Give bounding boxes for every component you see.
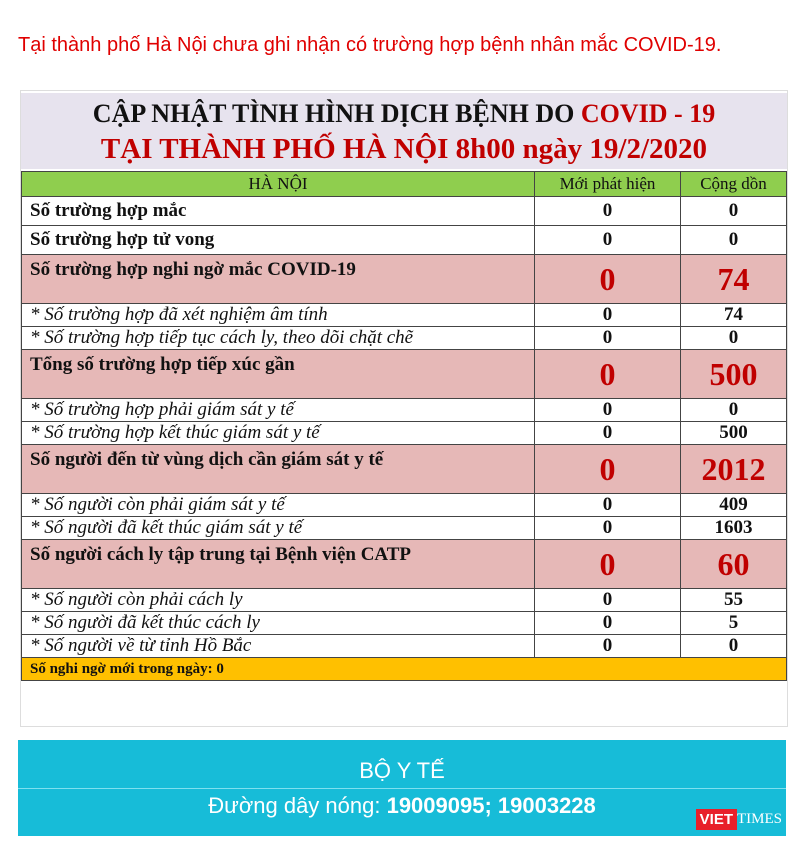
table-row (22, 635, 787, 658)
table-row (22, 589, 787, 612)
row-label: Số trường hợp mắc (22, 197, 535, 226)
row-new: 0 (535, 494, 681, 517)
row-new: 0 (535, 304, 681, 327)
row-new: 0 (535, 197, 681, 226)
row-label: * Số trường hợp phải giám sát y tế (22, 399, 535, 422)
table-row (22, 350, 787, 399)
table-row (22, 255, 787, 304)
logo-viet: VIET (696, 809, 737, 830)
row-label: * Số người đã kết thúc cách ly (22, 612, 535, 635)
logo-times: TIMES (737, 811, 782, 827)
row-label: Số người đến từ vùng dịch cần giám sát y tế (22, 445, 535, 494)
row-label: * Số trường hợp kết thúc giám sát y tế (22, 422, 535, 445)
footer-row (22, 658, 787, 681)
row-total: 0 (681, 197, 787, 226)
title-covid: COVID - 19 (580, 99, 716, 128)
row-total: 409 (681, 494, 787, 517)
header-hanoi: HÀ NỘI (22, 172, 535, 197)
row-total: 5 (681, 612, 787, 635)
row-label: * Số người về từ tỉnh Hồ Bắc (22, 635, 535, 658)
row-label: * Số trường hợp đã xét nghiệm âm tính (22, 304, 535, 327)
table-row (22, 226, 787, 255)
footer-text: Số nghi ngờ mới trong ngày: 0 (22, 658, 787, 681)
table-row (22, 422, 787, 445)
row-total: 0 (681, 327, 787, 350)
viettimes-logo (696, 809, 782, 830)
headline: Tại thành phố Hà Nội chưa ghi nhận có trường hợp bệnh nhân mắc COVID-19. (18, 34, 722, 56)
row-total: 500 (681, 350, 787, 399)
row-new: 0 (535, 226, 681, 255)
stats-table (21, 171, 787, 681)
row-new: 0 (535, 540, 681, 589)
infographic-title (21, 93, 787, 169)
table-row (22, 445, 787, 494)
row-new: 0 (535, 612, 681, 635)
row-total: 74 (681, 255, 787, 304)
table-row (22, 494, 787, 517)
row-label: Số người cách ly tập trung tại Bệnh viện CATP (22, 540, 535, 589)
header-total: Cộng dồn (681, 172, 787, 197)
row-total: 0 (681, 635, 787, 658)
row-total: 55 (681, 589, 787, 612)
table-row (22, 197, 787, 226)
row-total: 0 (681, 399, 787, 422)
hotline-label: Đường dây nóng: (208, 793, 387, 818)
row-new: 0 (535, 327, 681, 350)
hotline-numbers: 19009095; 19003228 (386, 793, 596, 818)
table-row (22, 612, 787, 635)
table-row (22, 517, 787, 540)
title-line2: TẠI THÀNH PHỐ HÀ NỘI 8h00 ngày 19/2/2020 (100, 133, 708, 165)
ministry-banner (18, 740, 786, 836)
row-new: 0 (535, 517, 681, 540)
row-label: Số trường hợp nghi ngờ mắc COVID-19 (22, 255, 535, 304)
header-new: Mới phát hiện (535, 172, 681, 197)
row-label: * Số trường hợp tiếp tục cách ly, theo dõi chặt chẽ (22, 327, 535, 350)
row-new: 0 (535, 635, 681, 658)
hotline (18, 793, 786, 819)
row-new: 0 (535, 422, 681, 445)
row-total: 1603 (681, 517, 787, 540)
row-total: 500 (681, 422, 787, 445)
table-row (22, 540, 787, 589)
row-new: 0 (535, 589, 681, 612)
row-new: 0 (535, 350, 681, 399)
ministry-name: BỘ Y TẾ (18, 758, 786, 789)
table-row (22, 327, 787, 350)
row-label: * Số người còn phải giám sát y tế (22, 494, 535, 517)
row-label: Tổng số trường hợp tiếp xúc gần (22, 350, 535, 399)
table-row (22, 399, 787, 422)
table-header (22, 172, 787, 197)
row-total: 0 (681, 226, 787, 255)
title-line1: CẬP NHẬT TÌNH HÌNH DỊCH BỆNH DO (92, 99, 581, 128)
row-new: 0 (535, 399, 681, 422)
row-label: * Số người đã kết thúc giám sát y tế (22, 517, 535, 540)
row-label: * Số người còn phải cách ly (22, 589, 535, 612)
table-row (22, 304, 787, 327)
row-new: 0 (535, 445, 681, 494)
row-total: 74 (681, 304, 787, 327)
row-total: 2012 (681, 445, 787, 494)
row-label: Số trường hợp tử vong (22, 226, 535, 255)
row-new: 0 (535, 255, 681, 304)
row-total: 60 (681, 540, 787, 589)
covid-update-infographic (20, 90, 788, 727)
